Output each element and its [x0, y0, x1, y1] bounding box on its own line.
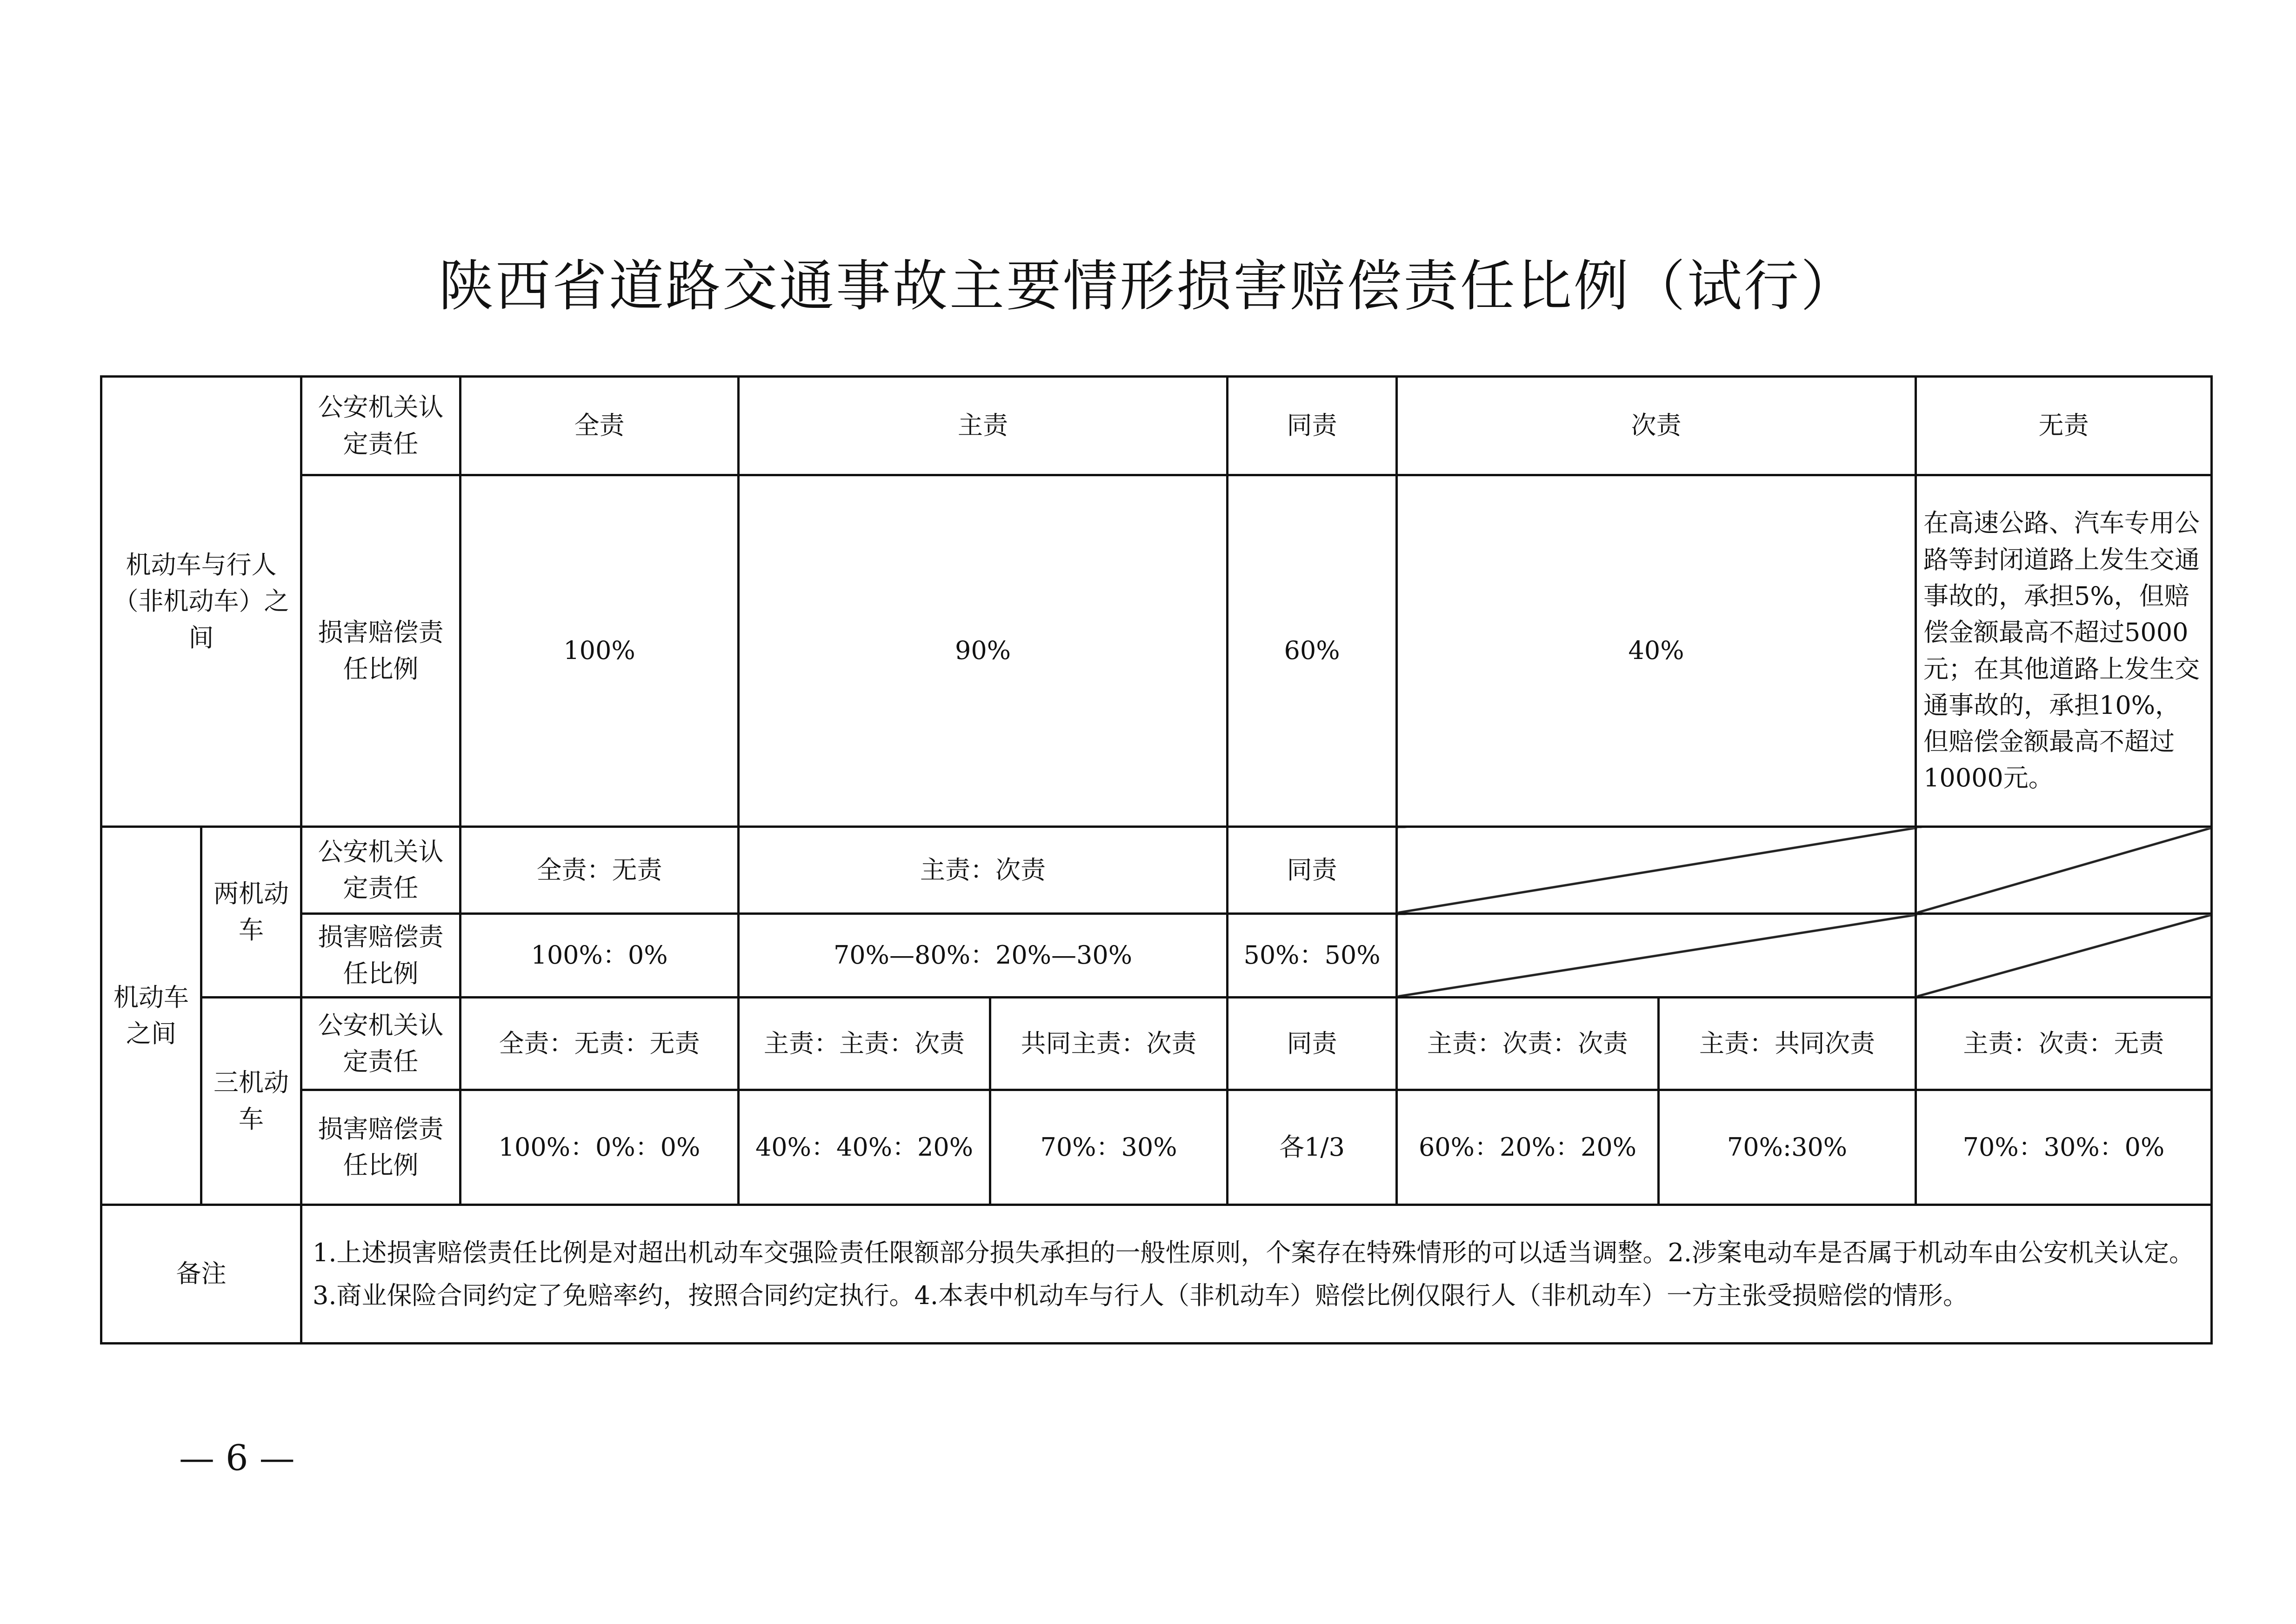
three-resp-cell: 同责	[1228, 998, 1397, 1090]
three-resp-cell: 全责：无责：无责	[461, 998, 739, 1090]
three-ratio-cell: 100%：0%：0%	[461, 1090, 739, 1205]
page-number: — 6 —	[179, 1437, 295, 1478]
header-full: 全责	[461, 377, 739, 475]
police-label: 公安机关认定责任	[301, 827, 461, 914]
ped-ratio-secondary: 40%	[1397, 475, 1916, 827]
three-ratio-cell: 70%:30%	[1659, 1090, 1916, 1205]
empty-diagonal-cell	[1916, 827, 2212, 914]
remarks-label: 备注	[101, 1205, 301, 1344]
empty-diagonal-cell	[1397, 914, 1916, 998]
three-ratio-cell: 70%：30%	[990, 1090, 1228, 1205]
header-equal: 同责	[1228, 377, 1397, 475]
ped-ratio-full: 100%	[461, 475, 739, 827]
three-resp-cell: 主责：次责：次责	[1397, 998, 1659, 1090]
damage-label: 损害赔偿责任比例	[301, 475, 461, 827]
empty-diagonal-cell	[1916, 914, 2212, 998]
two-resp-cell: 全责：无责	[461, 827, 739, 914]
three-resp-cell: 共同主责：次责	[990, 998, 1228, 1090]
three-resp-cell: 主责：次责：无责	[1916, 998, 2212, 1090]
three-ratio-cell: 各1/3	[1228, 1090, 1397, 1205]
three-ratio-cell: 70%：30%：0%	[1916, 1090, 2212, 1205]
document-title: 陕西省道路交通事故主要情形损害赔偿责任比例（试行）	[438, 254, 1857, 318]
two-resp-cell: 主责：次责	[739, 827, 1228, 914]
remarks-text: 1.上述损害赔偿责任比例是对超出机动车交强险责任限额部分损失承担的一般性原则，个案存在特殊情形的可以适当调整。2.涉案电动车是否属于机动车由公安机关认定。3.商业保险合同约定了免赔率约，按照合同约定执行。4.本表中机动车与行人（非机动车）赔偿比例仅限行人（非机动车）一方主张受损赔偿的情形。	[301, 1205, 2212, 1344]
ped-ratio-main: 90%	[739, 475, 1228, 827]
empty-diagonal-cell	[1397, 827, 1916, 914]
ped-ratio-none: 在高速公路、汽车专用公路等封闭道路上发生交通事故的，承担5%，但赔偿金额最高不超过5000元；在其他道路上发生交通事故的，承担10%，但赔偿金额最高不超过10000元。	[1916, 475, 2212, 827]
two-ratio-cell: 100%：0%	[461, 914, 739, 998]
two-resp-cell: 同责	[1228, 827, 1397, 914]
mv-mv-label: 机动车之间	[101, 827, 201, 1205]
three-ratio-cell: 60%：20%：20%	[1397, 1090, 1659, 1205]
header-secondary: 次责	[1397, 377, 1916, 475]
two-ratio-cell: 70%—80%：20%—30%	[739, 914, 1228, 998]
liability-ratio-table	[100, 375, 2213, 1344]
mv-pedestrian-label: 机动车与行人（非机动车）之间	[101, 377, 301, 827]
three-resp-cell: 主责：主责：次责	[739, 998, 990, 1090]
three-vehicles-label: 三机动车	[201, 998, 301, 1205]
three-resp-cell: 主责：共同次责	[1659, 998, 1916, 1090]
three-ratio-cell: 40%：40%：20%	[739, 1090, 990, 1205]
header-none: 无责	[1916, 377, 2212, 475]
police-label: 公安机关认定责任	[301, 998, 461, 1090]
ped-ratio-equal: 60%	[1228, 475, 1397, 827]
police-label: 公安机关认定责任	[301, 377, 461, 475]
damage-label: 损害赔偿责任比例	[301, 1090, 461, 1205]
two-ratio-cell: 50%：50%	[1228, 914, 1397, 998]
header-main: 主责	[739, 377, 1228, 475]
damage-label: 损害赔偿责任比例	[301, 914, 461, 998]
two-vehicles-label: 两机动车	[201, 827, 301, 998]
